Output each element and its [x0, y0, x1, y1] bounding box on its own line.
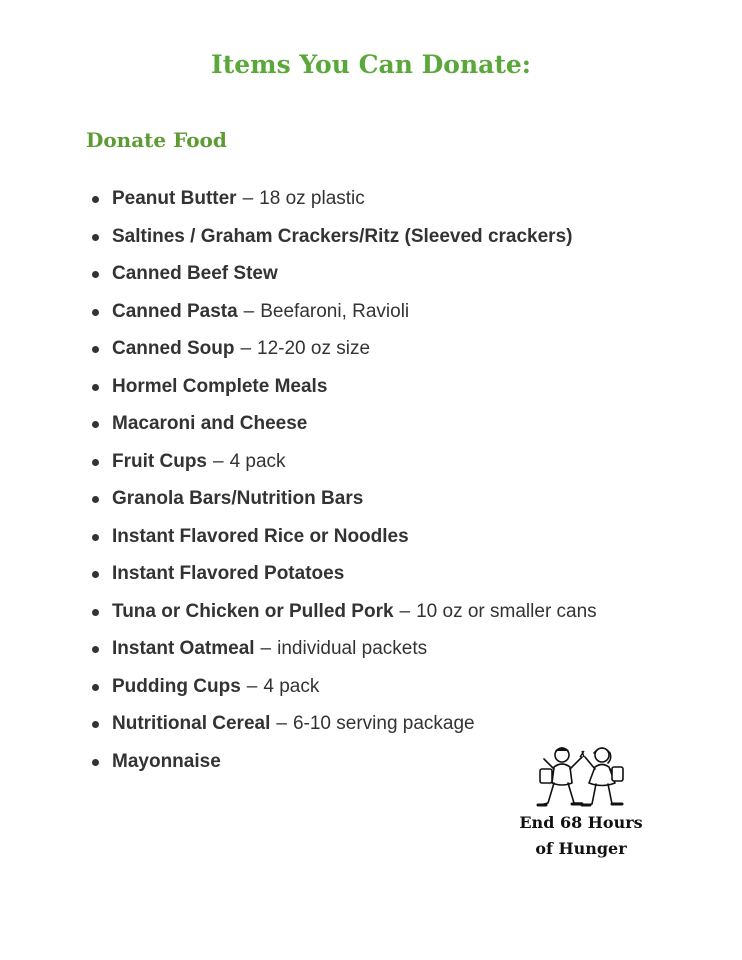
item-name: Pudding Cups: [112, 675, 241, 697]
bullet-icon: [92, 421, 99, 428]
bullet-icon: [92, 646, 99, 653]
bullet-icon: [92, 271, 99, 278]
item-name: Granola Bars/Nutrition Bars: [112, 488, 364, 509]
list-item: [92, 598, 597, 636]
item-name: Canned Pasta: [112, 300, 238, 322]
item-detail: Beefaroni, Ravioli: [260, 300, 410, 322]
item-name: Macaroni and Cheese: [112, 413, 308, 434]
item-separator: –: [243, 300, 255, 322]
item-detail: 4 pack: [229, 450, 286, 472]
bullet-icon: [92, 196, 99, 203]
item-name: Tuna or Chicken or Pulled Pork: [112, 600, 394, 622]
list-item: [92, 298, 597, 336]
item-name: Instant Oatmeal: [112, 638, 255, 659]
list-item: [92, 485, 597, 523]
list-item: [92, 448, 597, 486]
item-name: Peanut Butter: [112, 188, 237, 209]
item-name: Canned Soup: [112, 338, 235, 359]
donation-item-list: [92, 185, 597, 785]
bullet-icon: [92, 721, 99, 728]
item-name: Saltines / Graham Crackers/Ritz (Sleeved crackers): [112, 225, 573, 247]
bullet-icon: [92, 459, 99, 466]
section-heading: Donate Food: [86, 128, 227, 152]
item-separator: –: [399, 600, 411, 622]
item-separator: –: [240, 338, 252, 359]
bullet-icon: [92, 309, 99, 316]
item-detail: 18 oz plastic: [259, 188, 365, 209]
list-item: [92, 523, 597, 561]
bullet-icon: [92, 384, 99, 391]
item-detail: 4 pack: [263, 675, 320, 697]
list-item: [92, 635, 597, 673]
item-name: Fruit Cups: [112, 450, 207, 472]
bullet-icon: [92, 684, 99, 691]
item-name: Instant Flavored Rice or Noodles: [112, 525, 409, 547]
item-separator: –: [276, 713, 287, 734]
end-68-hours-logo: [518, 745, 644, 865]
item-detail: 10 oz or smaller cans: [416, 600, 597, 622]
bullet-icon: [92, 496, 99, 503]
list-item: [92, 410, 597, 448]
bullet-icon: [92, 346, 99, 353]
item-detail: individual packets: [277, 638, 428, 659]
list-item: [92, 373, 597, 411]
item-name: Hormel Complete Meals: [112, 375, 328, 397]
item-name: Mayonnaise: [112, 750, 221, 772]
item-detail: 12-20 oz size: [257, 338, 371, 359]
item-separator: –: [242, 188, 254, 209]
bullet-icon: [92, 609, 99, 616]
item-separator: –: [246, 675, 258, 697]
item-name: Canned Beef Stew: [112, 263, 278, 284]
list-item: [92, 185, 597, 223]
two-children-icon: [532, 745, 632, 813]
list-item: [92, 335, 597, 373]
logo-text-line2: of Hunger: [535, 839, 627, 858]
list-item: [92, 560, 597, 598]
item-name: Nutritional Cereal: [112, 713, 271, 734]
bullet-icon: [92, 571, 99, 578]
bullet-icon: [92, 759, 99, 766]
page-title: Items You Can Donate:: [211, 50, 531, 79]
list-item: [92, 710, 597, 748]
bullet-icon: [92, 534, 99, 541]
item-detail: 6-10 serving package: [292, 713, 475, 734]
item-name: Instant Flavored Potatoes: [112, 563, 345, 584]
bullet-icon: [92, 234, 99, 241]
item-separator: –: [260, 638, 272, 659]
list-item: [92, 673, 597, 711]
item-separator: –: [213, 450, 224, 472]
list-item: [92, 260, 597, 298]
logo-text-line1: End 68 Hours: [519, 813, 643, 832]
list-item: [92, 223, 597, 261]
